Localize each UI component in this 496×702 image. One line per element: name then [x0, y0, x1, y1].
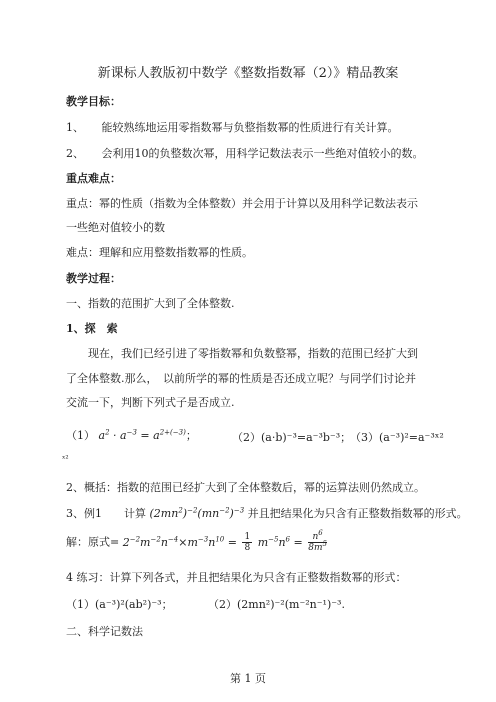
- page-footer: 第 1 页: [230, 672, 266, 685]
- section-heading-1: 一、指数的范围扩大到了全体整数.: [66, 297, 235, 310]
- example-instruction: 并且把结果化为只含有正整数指数幂的形式。: [247, 507, 468, 520]
- keypoints-heading: 重点难点：: [66, 172, 121, 185]
- objective-item-1: [66, 121, 399, 135]
- objectives-heading: 教学目标：: [66, 95, 121, 108]
- objective-item-2: [66, 147, 424, 161]
- example-label: 3、例1 计算: [66, 507, 146, 520]
- solution-line: [66, 529, 329, 553]
- fraction-result: $\frac{n^6}{8m^5}$: [308, 529, 327, 553]
- keypoint-line: 一些绝对值较小的数: [66, 221, 165, 234]
- summary-line: 2、概括：指数的范围已经扩大到了全体整数后，幂的运算法则仍然成立。: [66, 481, 425, 494]
- section-heading-2: 二、科学记数法: [66, 625, 143, 638]
- formula-label: （1）: [66, 429, 95, 442]
- explore-paragraph-line: 了全体整数.那么， 以前所学的幂的性质是否还成立呢？与同学们讨论并: [66, 372, 416, 385]
- explore-paragraph-line: 现在，我们已经引进了零指数幂和负数整幂，指数的范围已经扩大到: [88, 347, 418, 360]
- keypoint-line: 重点：幂的性质（指数为全体整数）并会用于计算以及用科学记数法表示: [66, 197, 418, 210]
- objective-number: 2、: [66, 147, 84, 160]
- fraction-one-eighth: $\frac{1}{8}$: [244, 532, 251, 553]
- example-line: [66, 507, 468, 521]
- formula-3: （3）(a⁻³)²=a⁻³ˣ²: [350, 431, 444, 444]
- solution-step-2: $m^{-5}n^6$ =: [257, 534, 307, 549]
- example-expression: $(2mn^2)^{-2}(mn^{-2})^{-3}$: [149, 506, 245, 520]
- solution-step-1: $2^{-2}m^{-2}n^{-4}\times m^{-3}n^{10}$ =: [122, 534, 241, 549]
- difficulty-line: 难点：理解和应用整数指数幂的性质。: [66, 246, 253, 259]
- process-heading: 教学过程：: [66, 272, 121, 285]
- document-title: 新课标人教版初中数学《整数指数幂（2）》精品教案: [97, 66, 399, 81]
- practice-line: 4 练习：计算下列各式，并且把结果化为只含有正整数指数幂的形式：: [66, 571, 407, 584]
- explore-heading: 1、探 索: [66, 322, 118, 335]
- practice-item-2: （2）(2mn²)⁻²(m⁻²n⁻¹)⁻³.: [208, 598, 345, 611]
- formula-wrap: ˣ²: [62, 454, 69, 463]
- explore-paragraph-line: 交流一下，判断下列式子是否成立.: [66, 396, 235, 409]
- objective-number: 1、: [66, 121, 84, 134]
- practice-item-1: （1）(a⁻³)²(ab²)⁻³；: [66, 598, 173, 611]
- formula-2: （2）(a·b)⁻³=a⁻³b⁻³；: [232, 431, 352, 444]
- objective-text: 会利用10的负整数次幂，用科学记数法表示一些绝对值较小的数。: [101, 147, 424, 160]
- formula-1: （1） $a^2 \cdot a^{-3} = a^{2+(-3)}$；: [66, 428, 197, 442]
- formula-expression: $a^2 \cdot a^{-3} = a^{2+(-3)}$: [98, 428, 186, 442]
- objective-text: 能较熟练地运用零指数幂与负整指数幂的性质进行有关计算。: [101, 121, 399, 134]
- solution-label: 解：原式=: [66, 535, 120, 549]
